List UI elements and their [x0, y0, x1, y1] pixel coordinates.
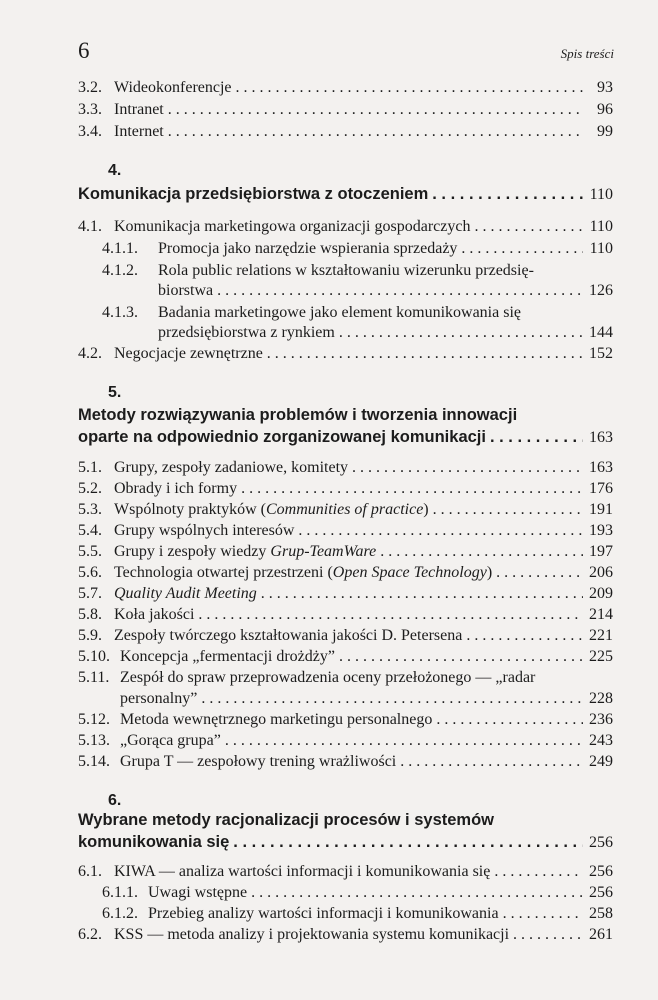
toc-entry-title: [114, 542, 376, 562]
leader-dots: [168, 100, 583, 120]
toc-entry: [78, 925, 613, 945]
chapter-page: 163: [589, 429, 613, 446]
toc-entry: [102, 303, 613, 323]
leader-dots: [298, 521, 583, 541]
leader-dots: [241, 479, 583, 499]
toc-entry-title: Obrady i ich formy: [114, 480, 238, 497]
leader-dots: [352, 458, 583, 478]
toc-entry-page: 96: [597, 101, 613, 118]
toc-entry-title: Promocja jako narzędzie wspierania sprzedaży: [158, 240, 458, 257]
toc-entry-page: 236: [589, 711, 613, 728]
toc-entry-page: 191: [589, 501, 613, 518]
toc-entry-title: KIWA — analiza wartości informacji i komunikowania się: [114, 863, 491, 880]
toc-entry-title: KSS — metoda analizy i projektowania systemu komunikacji: [114, 926, 510, 943]
toc-entry: [78, 584, 613, 604]
leader-dots: [225, 731, 583, 751]
toc-entry: [102, 883, 613, 903]
leader-dots: [267, 344, 583, 364]
toc-entry-page: 225: [589, 648, 613, 665]
toc-entry-page: 126: [589, 282, 613, 299]
toc-entry: [78, 458, 613, 478]
toc-entry-continuation: [120, 689, 613, 709]
toc-entry-page: 249: [589, 753, 613, 770]
toc-entry-number: 5.1.: [78, 459, 102, 476]
leader-dots: [236, 78, 583, 98]
title-italic: Quality Audit Meeting: [114, 585, 257, 602]
toc-entry-title: Zespół do spraw przeprowadzenia oceny przełożonego — „radar: [120, 669, 536, 686]
toc-entry: [78, 626, 613, 646]
toc-entry-number: 3.2.: [78, 79, 102, 96]
toc-entry-number: 3.3.: [78, 101, 102, 118]
toc-entry: [78, 122, 613, 142]
toc-entry-page: 99: [597, 123, 613, 140]
chapter-title-cont: komunikowania się: [78, 833, 230, 851]
title-part: ): [486, 564, 493, 581]
toc-entry-page: 152: [589, 345, 613, 362]
chapter-title-row: [78, 427, 613, 448]
chapter-title-cont: oparte na odpowiednio zorganizowanej komunikacji: [78, 428, 486, 446]
toc-entry-number: 4.2.: [78, 345, 102, 362]
toc-entry-page: 110: [589, 218, 613, 235]
leader-dots: [217, 281, 583, 301]
toc-entry-page: 110: [589, 240, 613, 257]
leader-dots: [466, 626, 583, 646]
leader-dots: [198, 605, 583, 625]
toc-entry-number: 5.13.: [78, 732, 110, 749]
toc-entry: [78, 100, 613, 120]
toc-entry-page: 197: [589, 543, 613, 560]
toc-entry: [78, 78, 613, 98]
toc-entry: [78, 647, 613, 667]
toc-entry-title: Komunikacja marketingowa organizacji gospodarczych: [114, 218, 471, 235]
toc-entry-page: 193: [589, 522, 613, 539]
toc-entry-number: 5.12.: [78, 711, 110, 728]
toc-entry-number: 6.1.: [78, 863, 102, 880]
title-italic: Grup-TeamWare: [270, 543, 377, 560]
leader-dots: [380, 542, 583, 562]
toc-entry: [78, 668, 613, 688]
toc-entry: [78, 542, 613, 562]
toc-entry-page: 256: [589, 884, 613, 901]
leader-dots: [233, 832, 583, 852]
toc-entry-continuation: [158, 281, 613, 301]
toc-entry-number: 5.11.: [78, 669, 110, 686]
toc-entry-number: 3.4.: [78, 123, 102, 140]
toc-entry: [102, 904, 613, 924]
chapter-page: 110: [589, 186, 613, 203]
toc-entry: [78, 752, 613, 772]
toc-entry-number: 5.9.: [78, 627, 102, 644]
toc-entry-title: „Gorąca grupa”: [120, 732, 221, 749]
chapter-number: 5.: [108, 384, 122, 401]
chapter-title-row: [78, 832, 613, 853]
toc-entry-page: 228: [589, 690, 613, 707]
toc-entry-number: 5.3.: [78, 501, 102, 518]
toc-entry-title: Grupa T — zespołowy trening wrażliwości: [120, 753, 397, 770]
toc-entry-number: 4.1.: [78, 218, 102, 235]
toc-entry: [78, 731, 613, 751]
toc-entry-page: 258: [589, 905, 613, 922]
toc-entry-title: Grupy, zespoły zadaniowe, komitety: [114, 459, 349, 476]
toc-entry: [78, 710, 613, 730]
title-part: Technologia otwartej przestrzeni (: [114, 564, 333, 581]
leader-dots: [474, 217, 583, 237]
toc-entry-title: Koła jakości: [114, 606, 195, 623]
chapter-title: Wybrane metody racjonalizacji procesów i systemów: [78, 811, 495, 829]
toc-entry-number: 5.14.: [78, 753, 110, 770]
toc-entry-number: 5.2.: [78, 480, 102, 497]
toc-entry-number: 5.10.: [78, 648, 110, 665]
leader-dots: [490, 427, 583, 447]
toc-entry-title: Rola public relations w kształtowaniu wizerunku przedsię-: [158, 262, 534, 279]
leader-dots: [503, 904, 583, 924]
toc-entry-number: 4.1.1.: [102, 240, 138, 257]
toc-entry-number: 5.6.: [78, 564, 102, 581]
toc-entry-title-cont: biorstwa: [158, 282, 214, 299]
leader-dots: [436, 710, 583, 730]
leader-dots: [400, 752, 583, 772]
leader-dots: [251, 883, 583, 903]
leader-dots: [461, 239, 583, 259]
leader-dots: [494, 862, 583, 882]
toc-entry: [102, 239, 613, 259]
leader-dots: [433, 500, 583, 520]
page-number: 6: [78, 38, 90, 63]
toc-entry-number: 5.5.: [78, 543, 102, 560]
toc-entry-page: 243: [589, 732, 613, 749]
toc-entry-continuation: [158, 323, 613, 343]
leader-dots: [339, 647, 583, 667]
toc-entry-page: 256: [589, 863, 613, 880]
toc-entry-number: 6.1.1.: [102, 884, 138, 901]
toc-entry: [78, 479, 613, 499]
toc-entry: [78, 344, 613, 364]
chapter-number: 4.: [108, 162, 122, 179]
chapter-title: Metody rozwiązywania problemów i tworzenia innowacji: [78, 406, 518, 424]
title-part: ): [423, 501, 429, 518]
leader-dots: [201, 689, 583, 709]
toc-entry-title: Negocjacje zewnętrzne: [114, 345, 263, 362]
toc-entry-title: Internet: [114, 123, 164, 140]
chapter-title-row: [78, 184, 613, 205]
toc-entry-page: 176: [589, 480, 613, 497]
toc-entry-page: 221: [589, 627, 613, 644]
toc-entry-number: 6.2.: [78, 926, 102, 943]
toc-entry-number: 5.7.: [78, 585, 102, 602]
toc-entry-title-cont: przedsiębiorstwa z rynkiem: [158, 324, 335, 341]
toc-entry-page: 214: [589, 606, 613, 623]
toc-entry-title: Wideokonferencje: [114, 79, 232, 96]
toc-entry-number: 5.4.: [78, 522, 102, 539]
title-italic: Open Space Technology: [332, 564, 487, 581]
toc-entry-page: 261: [589, 926, 613, 943]
running-head: Spis treści: [560, 46, 614, 61]
title-part: Wspólnoty praktyków (: [114, 501, 266, 518]
chapter-page: 256: [589, 834, 613, 851]
toc-entry-page: 163: [589, 459, 613, 476]
toc-entry-page: 206: [589, 564, 613, 581]
toc-entry-page: 93: [597, 79, 613, 96]
leader-dots: [432, 184, 583, 204]
title-part: Grupy i zespoły wiedzy: [114, 543, 271, 560]
toc-entry: [78, 217, 613, 237]
toc-entry-title: Grupy wspólnych interesów: [114, 522, 295, 539]
toc-entry-title: Metoda wewnętrznego marketingu personalnego: [120, 711, 433, 728]
chapter-title: Komunikacja przedsiębiorstwa z otoczeniem: [78, 185, 429, 203]
toc-entry-title: Przebieg analizy wartości informacji i komunikowania: [148, 905, 499, 922]
toc-entry-title: [114, 563, 492, 583]
toc-entry-title: Badania marketingowe jako element komunikowania się: [158, 304, 521, 321]
toc-entry-page: 144: [589, 324, 613, 341]
toc-entry-number: 4.1.2.: [102, 262, 138, 279]
leader-dots: [496, 563, 583, 583]
toc-entry: [78, 521, 613, 541]
toc-entry-page: 209: [589, 585, 613, 602]
toc-entry: [102, 261, 613, 281]
toc-entry-number: 6.1.2.: [102, 905, 138, 922]
leader-dots: [339, 323, 583, 343]
chapter-number: 6.: [108, 792, 122, 809]
toc-entry-title: Zespoły twórczego kształtowania jakości D. Petersena: [114, 627, 463, 644]
toc-entry: [78, 862, 613, 882]
toc-entry-title: Uwagi wstępne: [148, 884, 248, 901]
toc-entry-title: Koncepcja „fermentacji drożdży”: [120, 648, 335, 665]
toc-entry-title-cont: personalny”: [120, 690, 198, 707]
toc-entry-number: 4.1.3.: [102, 304, 138, 321]
toc-entry: [78, 605, 613, 625]
toc-entry-title: [114, 584, 257, 604]
toc-entry-title: Intranet: [114, 101, 164, 118]
leader-dots: [261, 584, 583, 604]
toc-entry-title: [114, 500, 429, 520]
leader-dots: [513, 925, 583, 945]
toc-entry: [78, 500, 613, 520]
leader-dots: [168, 122, 583, 142]
title-italic: Communities of practice: [265, 501, 424, 518]
toc-entry-number: 5.8.: [78, 606, 102, 623]
toc-entry: [78, 563, 613, 583]
